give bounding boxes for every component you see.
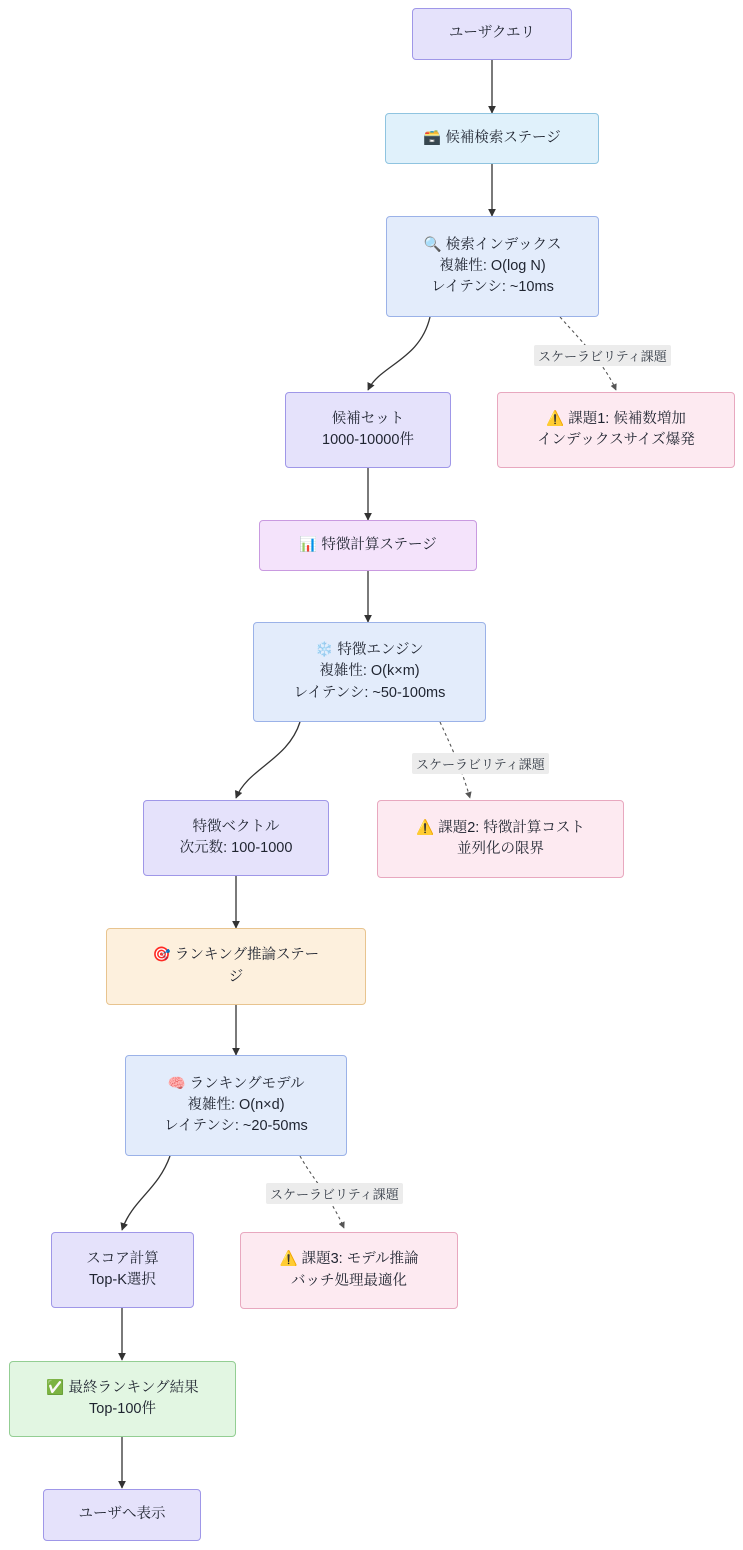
node-feature-vector[interactable]	[143, 800, 329, 876]
node-line: ❄️ 特徴エンジン	[315, 642, 424, 659]
node-candidate-set[interactable]	[285, 392, 451, 468]
node-line: ⚠️ 課題3: モデル推論	[279, 1251, 419, 1268]
node-line: ✅ 最終ランキング結果	[46, 1379, 199, 1396]
node-score-calc[interactable]	[51, 1232, 194, 1308]
node-line: Top-100件	[89, 1401, 156, 1417]
edge-label-scalability-1: スケーラビリティ課題	[534, 345, 671, 366]
node-line: 並列化の限界	[457, 841, 544, 857]
edge-label-scalability-2: スケーラビリティ課題	[412, 753, 549, 774]
node-line: 特徴ベクトル	[192, 818, 280, 835]
node-line: バッチ処理最適化	[291, 1272, 407, 1289]
node-line: Top-K選択	[89, 1272, 156, 1288]
node-line: 1000-10000件	[322, 432, 414, 448]
node-line: レイテンシ: ~50-100ms	[293, 684, 446, 701]
node-line: インデックスサイズ爆発	[537, 432, 695, 448]
node-line: レイテンシ: ~20-50ms	[164, 1118, 308, 1134]
node-line: ⚠️ 課題2: 特徴計算コスト	[416, 819, 585, 836]
node-issue-2[interactable]	[377, 800, 624, 878]
node-line: 🔍 検索インデックス	[423, 236, 562, 253]
edge-label-scalability-3: スケーラビリティ課題	[266, 1183, 403, 1204]
node-line: 🗃️ 候補検索ステージ	[423, 129, 561, 146]
node-line: レイテンシ: ~10ms	[431, 279, 554, 295]
node-ranking-stage[interactable]	[106, 928, 366, 1005]
node-line: ジ	[228, 968, 244, 985]
node-line: ユーザクエリ	[448, 25, 536, 42]
node-line: 🧠 ランキングモデル	[167, 1075, 305, 1092]
node-line: 次元数: 100-1000	[179, 840, 293, 856]
node-line: 複雑性: O(k×m)	[319, 663, 420, 680]
node-candidate-stage[interactable]	[385, 113, 599, 164]
node-feature-engine[interactable]	[253, 622, 486, 722]
node-issue-3[interactable]	[240, 1232, 458, 1309]
node-line: 📊 特徴計算ステージ	[299, 536, 437, 553]
node-issue-1[interactable]	[497, 392, 735, 468]
node-line: 候補セット	[331, 410, 405, 427]
node-ranking-model[interactable]	[125, 1055, 347, 1156]
node-line: ユーザへ表示	[78, 1506, 166, 1523]
node-line: 🎯 ランキング推論ステー	[152, 947, 320, 964]
node-line: 複雑性: O(n×d)	[187, 1096, 285, 1113]
node-search-index[interactable]	[386, 216, 599, 317]
node-user-query[interactable]	[412, 8, 572, 60]
node-line: ⚠️ 課題1: 候補数増加	[546, 410, 686, 427]
node-display-user[interactable]	[43, 1489, 201, 1541]
node-final-result[interactable]	[9, 1361, 236, 1437]
node-line: 複雑性: O(log N)	[439, 257, 546, 274]
node-feature-stage[interactable]	[259, 520, 477, 571]
node-line: スコア計算	[86, 1250, 159, 1267]
